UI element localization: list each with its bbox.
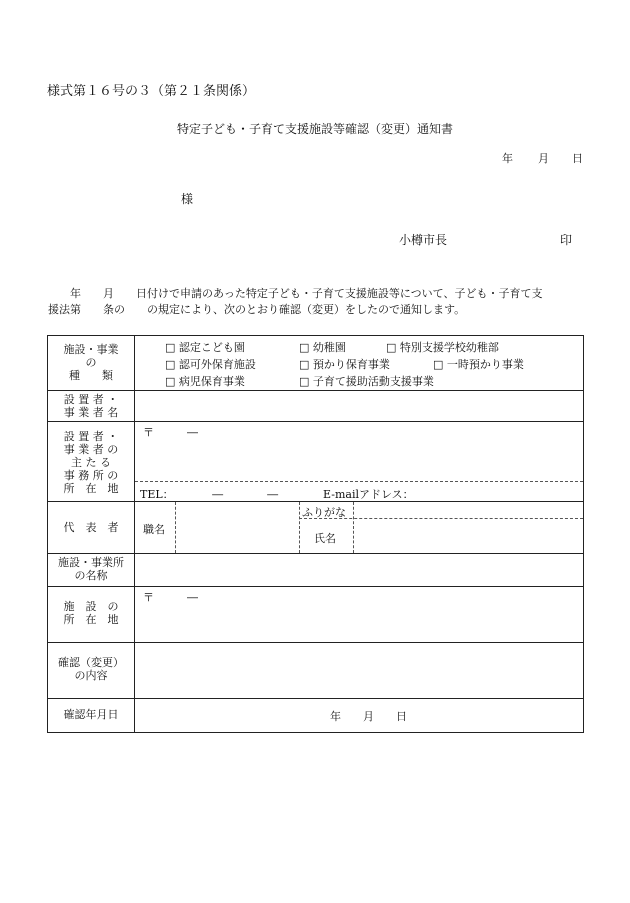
facility-type-label: 施設・事業 の 種 類	[63, 343, 119, 382]
confirmation-date-label: 確認年月日	[63, 708, 119, 721]
issue-date-year: 年	[502, 152, 513, 165]
office-email[interactable]: E-mailアドレス：	[323, 488, 414, 501]
representative-label: 代 表 者	[63, 521, 119, 534]
checkbox-sick-child-care[interactable]: □ 病児保育事業	[165, 375, 245, 388]
confirmation-form-table	[47, 335, 584, 733]
issue-date-day: 日	[572, 152, 583, 165]
office-postal-code[interactable]: 〒 ―	[143, 426, 198, 439]
issuer-name: 小樽市長	[399, 233, 448, 247]
facility-name-label: 施設・事業所 の名称	[58, 556, 124, 582]
confirmation-date-value[interactable]: 年 月 日	[330, 710, 407, 723]
addressee-suffix: 様	[181, 192, 194, 206]
form-number: 様式第１６号の３（第２１条関係）	[47, 84, 256, 99]
confirmation-content-label: 確認（変更） の内容	[58, 656, 124, 682]
office-tel[interactable]: TEL： ― ―	[140, 488, 279, 501]
checkbox-kindergarten[interactable]: □ 幼稚園	[299, 341, 346, 354]
facility-name-field[interactable]	[136, 555, 582, 585]
confirmation-content-field[interactable]	[136, 644, 582, 697]
checkbox-special-support-kindergarten[interactable]: □ 特別支援学校幼稚部	[386, 341, 499, 354]
facility-address-label: 施 設 の 所 在 地	[63, 600, 119, 626]
job-title-label: 職名	[143, 523, 165, 536]
checkbox-family-support[interactable]: □ 子育て援助活動支援事業	[299, 375, 434, 388]
facility-postal-code[interactable]: 〒 ―	[143, 591, 198, 604]
seal-mark: 印	[560, 233, 573, 247]
document-title: 特定子ども・子育て支援施設等確認（変更）通知書	[176, 122, 453, 136]
operator-name-label: 設 置 者 ・ 事 業 者 名	[63, 393, 119, 419]
checkbox-certified-kindergarten[interactable]: □ 認定こども園	[165, 341, 245, 354]
checkbox-extended-care[interactable]: □ 預かり保育事業	[299, 358, 390, 371]
issue-date-month: 月	[538, 152, 549, 165]
furigana-label: ふりがな	[302, 506, 346, 519]
body-text-line-2: 援法第 条の の規定により、次のとおり確認（変更）をしたので通知します。	[48, 303, 466, 316]
body-text-line-1: 年 月 日付けで申請のあった特定子ども・子育て支援施設等について、子ども・子育て支	[48, 287, 543, 300]
checkbox-unlicensed-childcare[interactable]: □ 認可外保育施設	[165, 358, 256, 371]
office-address-label: 設 置 者 ・ 事 業 者 の 主 た る 事 務 所 の 所 在 地	[63, 430, 119, 495]
checkbox-temporary-care[interactable]: □ 一時預かり事業	[433, 358, 524, 371]
operator-name-field[interactable]	[136, 392, 582, 420]
representative-name-label: 氏名	[314, 532, 336, 545]
